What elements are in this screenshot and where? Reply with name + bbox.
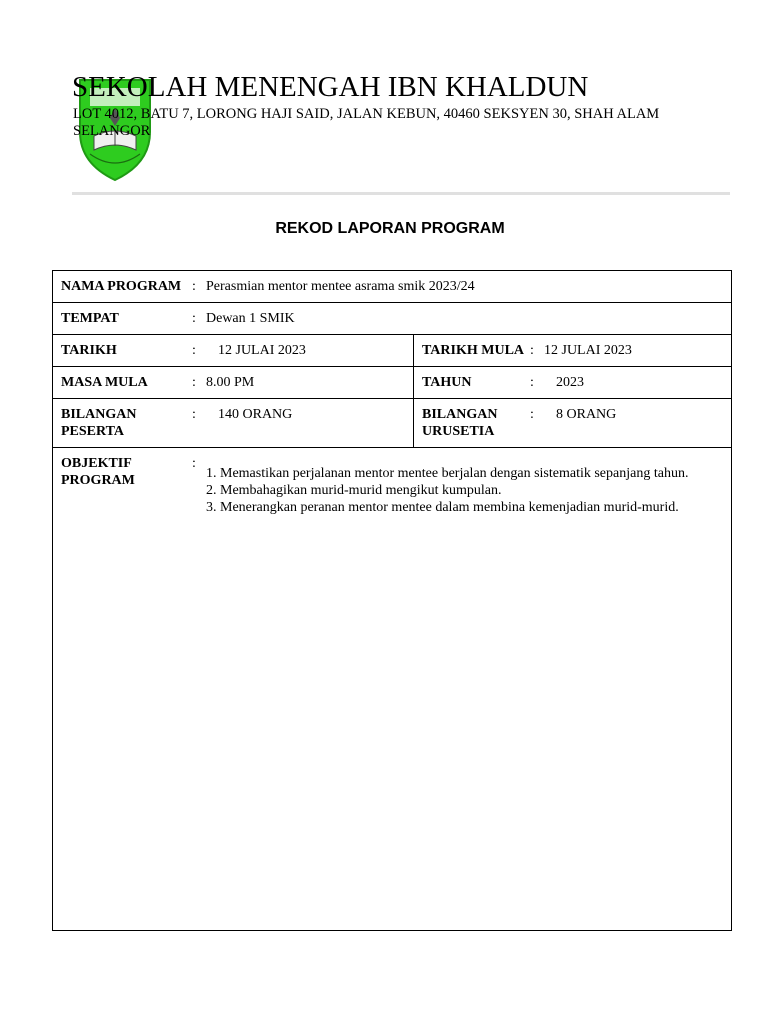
row-objektif (53, 448, 732, 931)
colon: : (530, 407, 534, 422)
value-bilangan-urusetia: 8 ORANG (556, 407, 617, 422)
value-bilangan-peserta: 140 ORANG (218, 407, 293, 422)
colon: : (530, 375, 534, 390)
colon: : (192, 456, 196, 471)
colon: : (192, 407, 196, 422)
row-bilangan (53, 399, 732, 448)
value-tarikh-mula: 12 JULAI 2023 (544, 343, 632, 358)
label-bilangan-peserta: BILANGAN PESERTA (61, 407, 137, 439)
value-masa-mula: 8.00 PM (206, 375, 255, 390)
colon: : (192, 375, 196, 390)
row-nama-program (53, 271, 732, 303)
label-tahun: TAHUN (422, 375, 472, 390)
header-divider (72, 192, 730, 195)
label-tarikh-mula: TARIKH MULA (422, 343, 525, 358)
school-name: SEKOLAH MENENGAH IBN KHALDUN (72, 71, 589, 103)
document-title: REKOD LAPORAN PROGRAM (275, 220, 505, 237)
objectives-list (206, 465, 725, 516)
row-tempat (53, 303, 732, 335)
objective-item: 3. Menerangkan peranan mentor mentee dalam membina kemenjadian murid-murid. (206, 500, 679, 515)
row-masa-mula (53, 367, 732, 399)
label-nama-program: NAMA PROGRAM (61, 279, 182, 294)
value-tahun: 2023 (556, 375, 584, 390)
report-table (52, 270, 732, 931)
label-objektif: OBJEKTIF PROGRAM (61, 456, 135, 488)
value-nama-program: Perasmian mentor mentee asrama smik 2023/24 (206, 279, 475, 294)
objective-item: 2. Membahagikan murid-murid mengikut kumpulan. (206, 483, 502, 498)
colon: : (192, 311, 196, 326)
value-tarikh: 12 JULAI 2023 (218, 343, 306, 358)
colon: : (530, 343, 534, 358)
label-bilangan-urusetia: BILANGAN URUSETIA (422, 407, 498, 439)
school-address: LOT 4012, BATU 7, LORONG HAJI SAID, JALAN KEBUN, 40460 SEKSYEN 30, SHAH ALAM SELANGOR (73, 106, 660, 139)
label-tempat: TEMPAT (61, 311, 119, 326)
label-masa-mula: MASA MULA (61, 375, 148, 390)
objective-item: 1. Memastikan perjalanan mentor mentee berjalan dengan sistematik sepanjang tahun. (206, 466, 689, 481)
colon: : (192, 343, 196, 358)
value-tempat: Dewan 1 SMIK (206, 311, 295, 326)
label-tarikh: TARIKH (61, 343, 117, 358)
colon: : (192, 279, 196, 294)
row-tarikh (53, 335, 732, 367)
